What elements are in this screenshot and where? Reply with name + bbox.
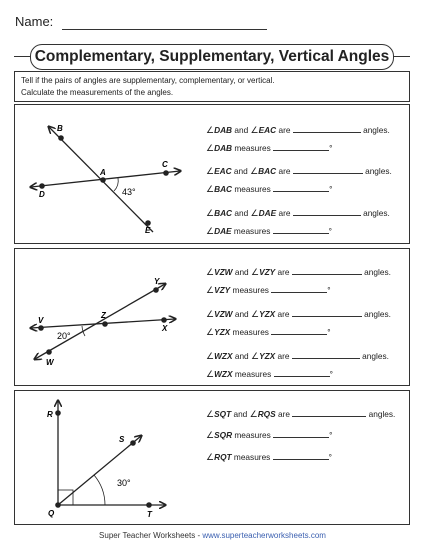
label-x: X <box>162 324 168 333</box>
label-y: Y <box>154 277 160 286</box>
question-2-3: ∠WZX and ∠YZX are angles. <box>206 351 389 361</box>
measure-blank[interactable] <box>273 429 329 438</box>
point-a <box>100 177 106 183</box>
ray-qs <box>58 436 141 505</box>
point-z <box>102 321 108 327</box>
measure-blank[interactable] <box>271 326 327 335</box>
footer: Super Teacher Worksheets - www.superteacherworksheets.com <box>99 531 326 540</box>
answer-blank[interactable] <box>292 350 360 359</box>
answer-blank[interactable] <box>293 124 361 133</box>
label-e: E <box>145 226 151 235</box>
panel-3 <box>14 390 410 525</box>
angle-value-30: 30° <box>117 478 131 488</box>
footer-brand: Super Teacher Worksheets <box>99 531 196 540</box>
panel-1-figure <box>15 105 195 243</box>
measure-3-1: ∠SQR measures ° <box>206 430 333 440</box>
page-title: Complementary, Supplementary, Vertical Angles <box>30 44 394 70</box>
point-x <box>161 317 167 323</box>
measure-blank[interactable] <box>273 183 329 192</box>
question-1-3: ∠BAC and ∠DAE are angles. <box>206 208 390 218</box>
name-input-line[interactable] <box>62 29 267 30</box>
point-e <box>145 220 151 226</box>
label-s: S <box>119 435 125 444</box>
point-q <box>55 502 61 508</box>
answer-blank[interactable] <box>292 266 362 275</box>
angle-value-43: 43° <box>122 187 136 197</box>
panel-2-figure <box>15 249 195 385</box>
answer-blank[interactable] <box>292 408 366 417</box>
angle-value-20: 20° <box>57 331 71 341</box>
point-d <box>39 183 45 189</box>
measure-2-2: ∠YZX measures ° <box>206 327 331 337</box>
measure-blank[interactable] <box>271 284 327 293</box>
question-2-1: ∠VZW and ∠VZY are angles. <box>206 267 391 277</box>
measure-3-2: ∠RQT measures ° <box>206 452 332 462</box>
panel-1 <box>14 104 410 244</box>
point-w <box>46 349 52 355</box>
panel-3-figure <box>15 391 195 524</box>
question-1-2: ∠EAC and ∠BAC are angles. <box>206 166 392 176</box>
answer-blank[interactable] <box>293 165 363 174</box>
answer-blank[interactable] <box>293 207 361 216</box>
label-a: A <box>100 168 106 177</box>
measure-blank[interactable] <box>273 451 329 460</box>
footer-link[interactable]: www.superteacherworksheets.com <box>202 531 326 540</box>
label-d: D <box>39 190 45 199</box>
measure-blank[interactable] <box>273 142 329 151</box>
point-s <box>130 440 136 446</box>
label-w: W <box>46 358 54 367</box>
point-r <box>55 410 61 416</box>
panel-2 <box>14 248 410 386</box>
label-v: V <box>38 316 44 325</box>
instructions-line-1: Tell if the pairs of angles are supplementary, complementary, or vertical. <box>21 76 275 85</box>
question-1-1: ∠DAB and ∠EAC are angles. <box>206 125 390 135</box>
measure-blank[interactable] <box>273 225 329 234</box>
question-2-2: ∠VZW and ∠YZX are angles. <box>206 309 391 319</box>
label-r: R <box>47 410 53 419</box>
measure-2-1: ∠VZY measures ° <box>206 285 331 295</box>
measure-1-2: ∠BAC measures ° <box>206 184 333 194</box>
label-b: B <box>57 124 63 133</box>
point-v <box>38 325 44 331</box>
label-q: Q <box>48 509 55 518</box>
answer-blank[interactable] <box>292 308 362 317</box>
measure-2-3: ∠WZX measures ° <box>206 369 333 379</box>
angle-arc-sqt <box>94 475 105 505</box>
question-3-1: ∠SQT and ∠RQS are angles. <box>206 409 396 419</box>
title-rule-right <box>392 56 410 57</box>
name-label: Name: <box>15 14 54 29</box>
angle-arc-eac <box>114 178 118 191</box>
instructions-box <box>14 71 410 102</box>
instructions-line-2: Calculate the measurements of the angles. <box>21 88 174 97</box>
label-c: C <box>162 160 168 169</box>
measure-blank[interactable] <box>274 368 330 377</box>
measure-1-3: ∠DAE measures ° <box>206 226 332 236</box>
point-y <box>153 287 159 293</box>
label-z: Z <box>101 311 106 320</box>
line-wy <box>35 284 165 359</box>
point-c <box>163 170 169 176</box>
point-b <box>58 135 64 141</box>
point-t <box>146 502 152 508</box>
label-t: T <box>147 510 152 519</box>
measure-1-1: ∠DAB measures ° <box>206 143 333 153</box>
